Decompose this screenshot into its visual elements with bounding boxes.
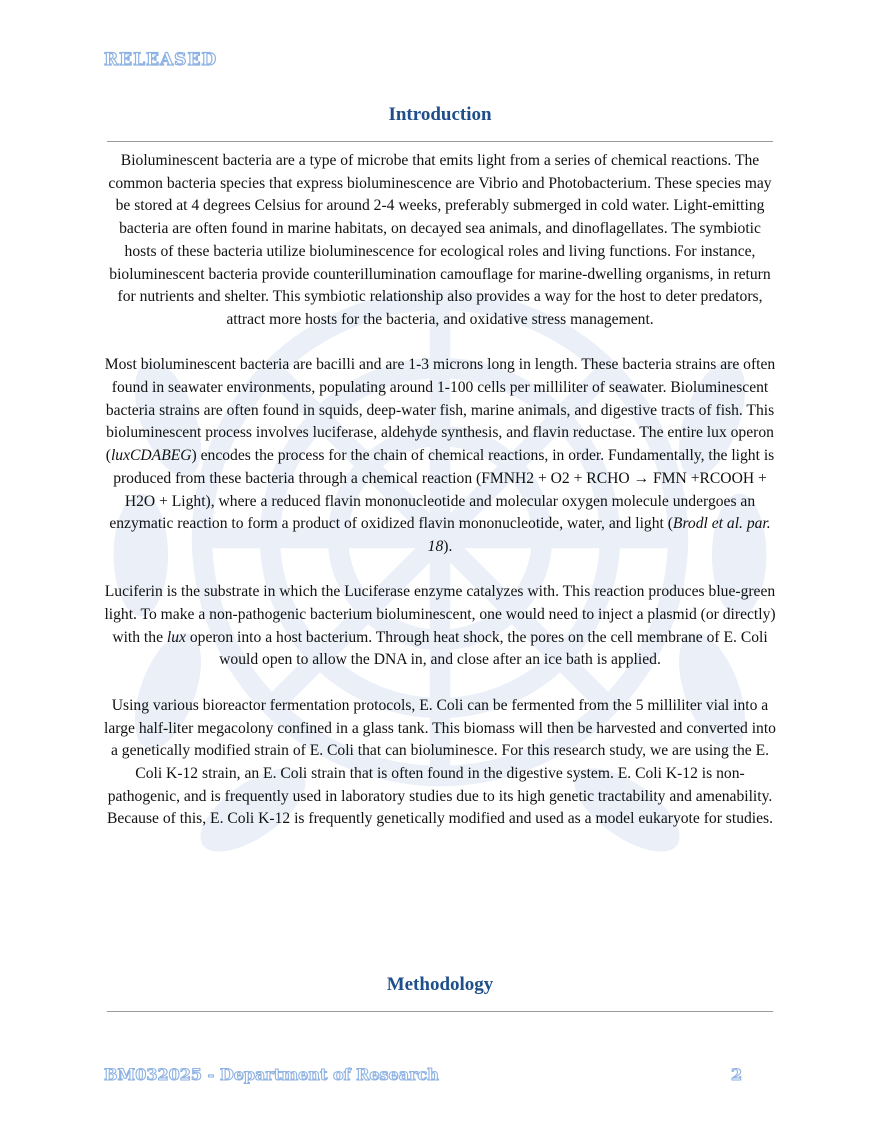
methodology-heading: Methodology — [386, 974, 494, 995]
paragraph-2 — [104, 354, 776, 558]
methodology-divider — [107, 1011, 773, 1012]
paragraph-3-text-a: Luciferin is the substrate in which the Luciferase enzyme catalyzes with. This reaction produces blue-green light. To make a non-pathogenic bacterium bioluminescent, one would need to inject a plasmid (or directly) with the — [104, 583, 776, 646]
lux-term: lux — [166, 628, 186, 646]
introduction-heading: Introduction — [388, 104, 492, 125]
paragraph-3-text-b: operon into a host bacterium. Through heat shock, the pores on the cell membrane of E. Coli would open to allow the DNA in, and close after an ice bath is applied. — [185, 628, 768, 669]
paragraph-2-text-a: Most bioluminescent bacteria are bacilli and are 1-3 microns long in length. These bacteria strains are often found in seawater environments, populating around 1-100 cells per milliliter of seawater. Bioluminescent bacteria strains are often found in squids, deep-water fish, marine animals, and digestive tracts of fish. This bioluminescent process involves luciferase, aldehyde synthesis, and flavin reductase. The entire lux operon ( — [104, 356, 776, 465]
citation: Brodl et al. par. 18 — [427, 515, 771, 555]
paragraph-3 — [104, 581, 776, 672]
paragraph-4: Using various bioreactor fermentation protocols, E. Coli can be fermented from the 5 milliliter vial into a large half-liter megacolony confined in a glass tank. This biomass will then be harvested and converted into a genetically modified strain of E. Coli that can bioluminesce. For this research study, we are using the E. Coli K-12 strain, an E. Coli strain that is often found in the digestive system. E. Coli K-12 is non-pathogenic, and is frequently used in laboratory studies due to its high genetic tractability and amenability. Because of this, E. Coli K-12 is frequently genetically modified and used as a model eukaryote for studies. — [104, 696, 776, 828]
released-stamp: RELEASED — [104, 50, 218, 70]
paragraph-2-text-c: ). — [443, 537, 453, 555]
footer-document-id: BM032025 - Department of Research — [104, 1065, 439, 1084]
footer-page-number: 2 — [731, 1065, 743, 1084]
introduction-divider — [107, 141, 773, 142]
paragraph-1: Bioluminescent bacteria are a type of microbe that emits light from a series of chemical reactions. The common bacteria species that express bioluminescence are Vibrio and Photobacterium. These species may be stored at 4 degrees Celsius for around 2-4 weeks, preferably submerged in cold water. Light-emitting bacteria are often found in marine habitats, on decayed sea animals, and dinoflagellates. The symbiotic hosts of these bacteria utilize bioluminescence for ecological roles and living functions. For instance, bioluminescent bacteria provide counterillumination camouflage for marine-dwelling organisms, in return for nutrients and shelter. This symbiotic relationship also provides a way for the host to deter predators, attract more hosts for the bacteria, and oxidative stress management. — [108, 152, 772, 328]
paragraph-2-text-b: ) encodes the process for the chain of chemical reactions, in order. Fundamentally, the light is produced from these bacteria through a chemical reaction (FMNH2 + O2 + RCHO → FMN +RCOOH + H2O + Light), where a reduced flavin mononucleotide and molecular oxygen molecule undergoes an enzymatic reaction to form a product of oxidized flavin mononucleotide, water, and light ( — [109, 447, 775, 533]
lux-operon-genes: luxCDABEG — [110, 447, 192, 465]
introduction-body — [104, 150, 776, 854]
